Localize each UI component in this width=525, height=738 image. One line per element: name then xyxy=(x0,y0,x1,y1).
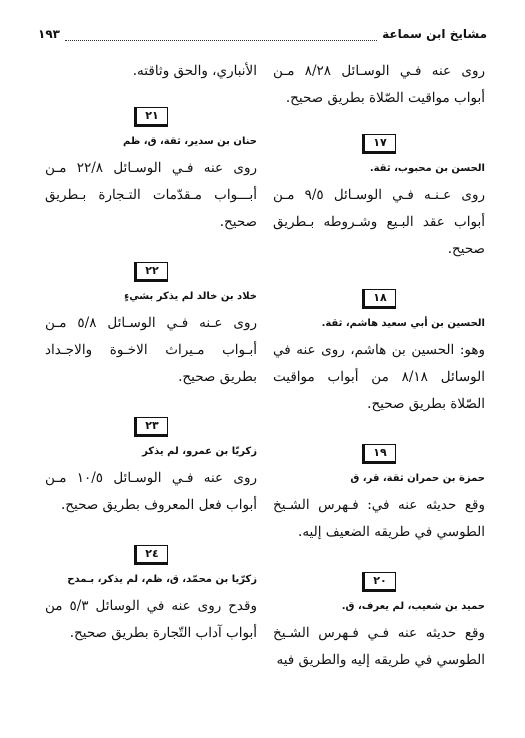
entry-text: روى عنه فـي الوسـائل ١٠/٥ مـن أبواب فعل المعروف بطريق صحيح. xyxy=(45,470,257,513)
narrator-name: حنان بن سدير، ثقة، ق، ظم xyxy=(123,136,257,147)
entry-20 xyxy=(273,572,485,674)
entry-number-badge: ٢٣ xyxy=(134,417,168,437)
entry-24 xyxy=(45,545,257,647)
continuation-text: روى عنه فـي الوسـائل ٨/٢٨ مـن أبواب مواقيت الصّلاة بطريق صحيح. xyxy=(273,63,485,106)
narrator-name: خلاد بن خالد لم يذكر بشيءٍ xyxy=(124,291,257,302)
page-number: ١٩٣ xyxy=(38,27,60,41)
entry-text: روى عـنه فـي الوسـائل ٥/٨ مـن أبـواب مـيراث الاخـوة والاجـداد بطريق صحيح. xyxy=(45,315,257,385)
entry-text: وقع حديثه عنه فـي فـهرس الشـيخ الطوسي في طريقه إليه والطريق فيه xyxy=(273,625,485,668)
entry-18 xyxy=(273,289,485,418)
entry-number-badge: ١٨ xyxy=(362,289,396,309)
narrator-name: حميد بن شعيب، لم يعرف، ق. xyxy=(341,601,485,612)
right-column xyxy=(273,58,485,674)
entry-17 xyxy=(273,134,485,263)
narrator-name: زكريّا بن عمرو، لم يذكر xyxy=(142,446,257,457)
entry-21 xyxy=(45,107,257,236)
entry-number-badge: ١٩ xyxy=(362,444,396,464)
entry-number-badge: ٢٤ xyxy=(134,545,168,565)
dotted-leader xyxy=(65,28,377,41)
entry-number-badge: ٢١ xyxy=(134,107,168,127)
running-title: مشايخ ابن سماعة xyxy=(382,27,487,41)
entry-number-badge: ٢٢ xyxy=(134,262,168,282)
entry-19 xyxy=(273,444,485,546)
page-header xyxy=(38,22,487,46)
narrator-name: الحسن بن محبوب، ثقة. xyxy=(369,163,485,174)
entry-22 xyxy=(45,262,257,391)
narrator-name: الحسين بن أبي سعيد هاشم، ثقة. xyxy=(321,318,485,329)
entry-text: وهو: الحسين بن هاشم، روى عنه في الوسائل ٨/١٨ من أبواب مواقيت الصّلاة بطريق صحيح. xyxy=(273,342,485,412)
entry-number-badge: ١٧ xyxy=(362,134,396,154)
entry-text: روى عـنـه فـي الوسـائل ٩/٥ مـن أبواب عقد البـيع وشـروطه بـطريق صحيح. xyxy=(273,187,485,257)
entry-text: روى عنه فـي الوسـائل ٢٢/٨ مـن أبـــواب مـقدّمات التـجارة بـطريق صحيح. xyxy=(45,160,257,230)
narrator-name: حمزة بن حمران ثقة، قر، ق xyxy=(350,473,485,484)
continuation-text: الأنباري، والحق وثاقته. xyxy=(132,63,257,79)
entry-text: وقدح روى عنه في الوسائل ٥/٣ من أبواب آداب التّجارة بطريق صحيح. xyxy=(45,598,257,641)
entry-number-badge: ٢٠ xyxy=(362,572,396,592)
entry-text: وقع حديثه عنه في: فـهرس الشـيخ الطوسي في طريقه الضعيف إليه. xyxy=(273,497,485,540)
narrator-name: زكرّيا بن محمّد، ق، ظم، لم يذكر، بـمدح xyxy=(67,574,257,585)
entry-23 xyxy=(45,417,257,519)
left-column xyxy=(45,58,257,647)
